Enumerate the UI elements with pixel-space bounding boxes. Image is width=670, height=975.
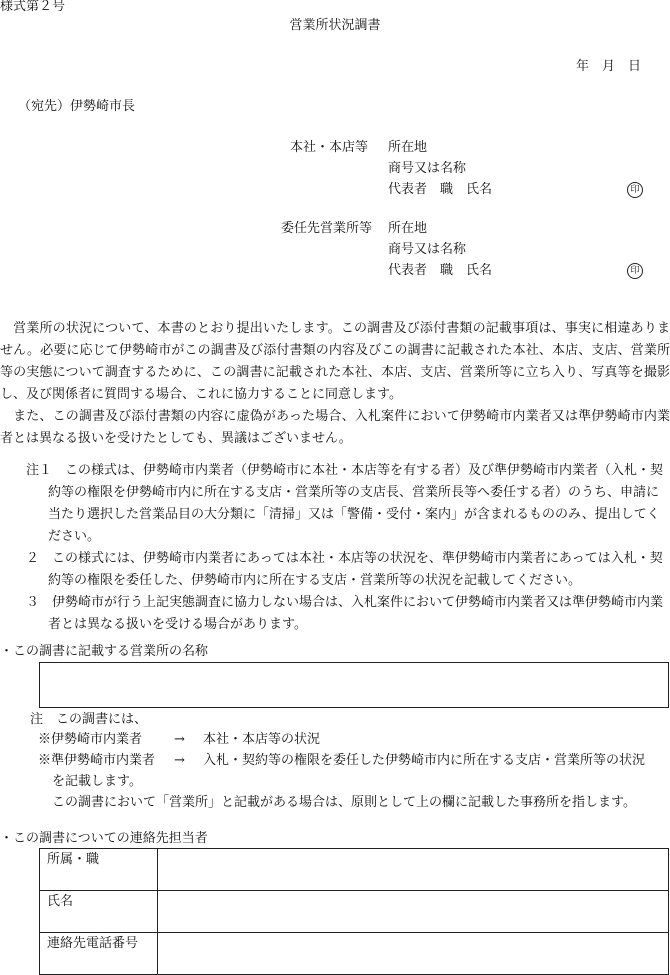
branch-office-rep-label: 代表者 職 氏名	[388, 263, 493, 278]
form-number: 様式第２号	[0, 0, 66, 14]
branch-office-label: 委任先営業所等	[281, 221, 373, 236]
addressee: （宛先）伊勢崎市長	[18, 99, 136, 114]
declaration-paragraph-1: 営業所の状況について、本書のとおり提出いたします。この調書及び添付書類の記載事項は、事実に相違ありません。必要に応じて伊勢崎市がこの調書及び添付書類の内容及びこの調書に記載された本社、本店、支店、営業所等の実態について調査するために、この調書に記載された本社、本店、支店、営業所等に立ち入り、写真等を撮影し、及び関係者に質問する場合、これに協力することに同意します。	[0, 321, 670, 402]
office-note-line1-subject: ※伊勢崎市内業者	[38, 732, 143, 747]
contact-name-field[interactable]	[158, 891, 669, 933]
branch-office-name-label: 商号又は名称	[388, 242, 467, 257]
office-note-line1-target: 本社・本店等の状況	[203, 732, 321, 747]
note-item: ２ この様式には、伊勢崎市内業者にあっては本社・本店等の状況を、準伊勢崎市内業者にあっては入札・契約等の権限を委任した、伊勢崎市内に所在する支店・営業所等の状況を記載してください。	[26, 551, 663, 588]
office-name-field[interactable]	[39, 662, 669, 708]
head-office-name-label: 商号又は名称	[388, 161, 467, 176]
table-row	[40, 849, 669, 891]
contact-phone-label: 連絡先電話番号	[40, 933, 158, 975]
head-office-seal-icon	[627, 182, 643, 198]
office-note-line4: この調書において「営業所」と記載がある場合は、原則として上の欄に記載した事務所を指します。	[52, 795, 636, 810]
contact-phone-field[interactable]	[158, 933, 669, 975]
table-row	[40, 933, 669, 975]
branch-office-address-label: 所在地	[388, 221, 428, 236]
office-note-line3: を記載します。	[52, 774, 142, 789]
page-title: 営業所状況調書	[289, 18, 381, 33]
date-line: 年 月 日	[576, 59, 642, 74]
arrow-right-icon: →	[174, 753, 185, 768]
contact-table	[39, 848, 669, 975]
head-office-rep-label: 代表者 職 氏名	[388, 182, 493, 197]
office-note-line2-target: 入札・契約等の権限を委任した伊勢崎市内に所在する支店・営業所等の状況	[203, 753, 646, 768]
notes-list	[0, 460, 670, 636]
table-row	[40, 891, 669, 933]
note-item: ３ 伊勢崎市が行う上記実態調査に協力しない場合は、入札案件において伊勢崎市内業者又は準伊勢崎市内業者とは異なる扱いを受ける場合があります。	[26, 595, 664, 632]
seal-mark: 印	[627, 182, 643, 198]
office-note-label: 注 この調書には、	[30, 712, 148, 727]
contact-dept-label: 所属・職	[40, 849, 158, 891]
head-office-label: 本社・本店等	[290, 140, 369, 155]
office-note-line2-subject: ※準伊勢崎市内業者	[38, 753, 156, 768]
seal-mark: 印	[627, 263, 643, 279]
declaration-paragraph-2: また、この調書及び添付書類の内容に虚偽があった場合、入札案件において伊勢崎市内業者又は準伊勢崎市内業者とは異なる扱いを受けたとしても、異議はございません。	[0, 409, 670, 446]
contact-heading: ・この調書についての連絡先担当者	[0, 831, 208, 846]
arrow-right-icon: →	[174, 732, 185, 747]
note-item: 注１ この様式は、伊勢崎市内業者（伊勢崎市に本社・本店等を有する者）及び準伊勢崎市内業者（入札・契約等の権限を伊勢崎市内に所在する支店・営業所等の支店長、営業所長等へ委任する者）のうち、申請に当たり選択した営業品目の大分類に「清掃」又は「警備・受付・案内」が含まれるもののみ、提出してください。	[26, 463, 664, 544]
head-office-address-label: 所在地	[388, 140, 428, 155]
office-name-heading: ・この調書に記載する営業所の名称	[0, 644, 209, 659]
contact-name-label: 氏名	[40, 891, 158, 933]
contact-dept-field[interactable]	[158, 849, 669, 891]
branch-office-seal-icon	[627, 263, 643, 279]
